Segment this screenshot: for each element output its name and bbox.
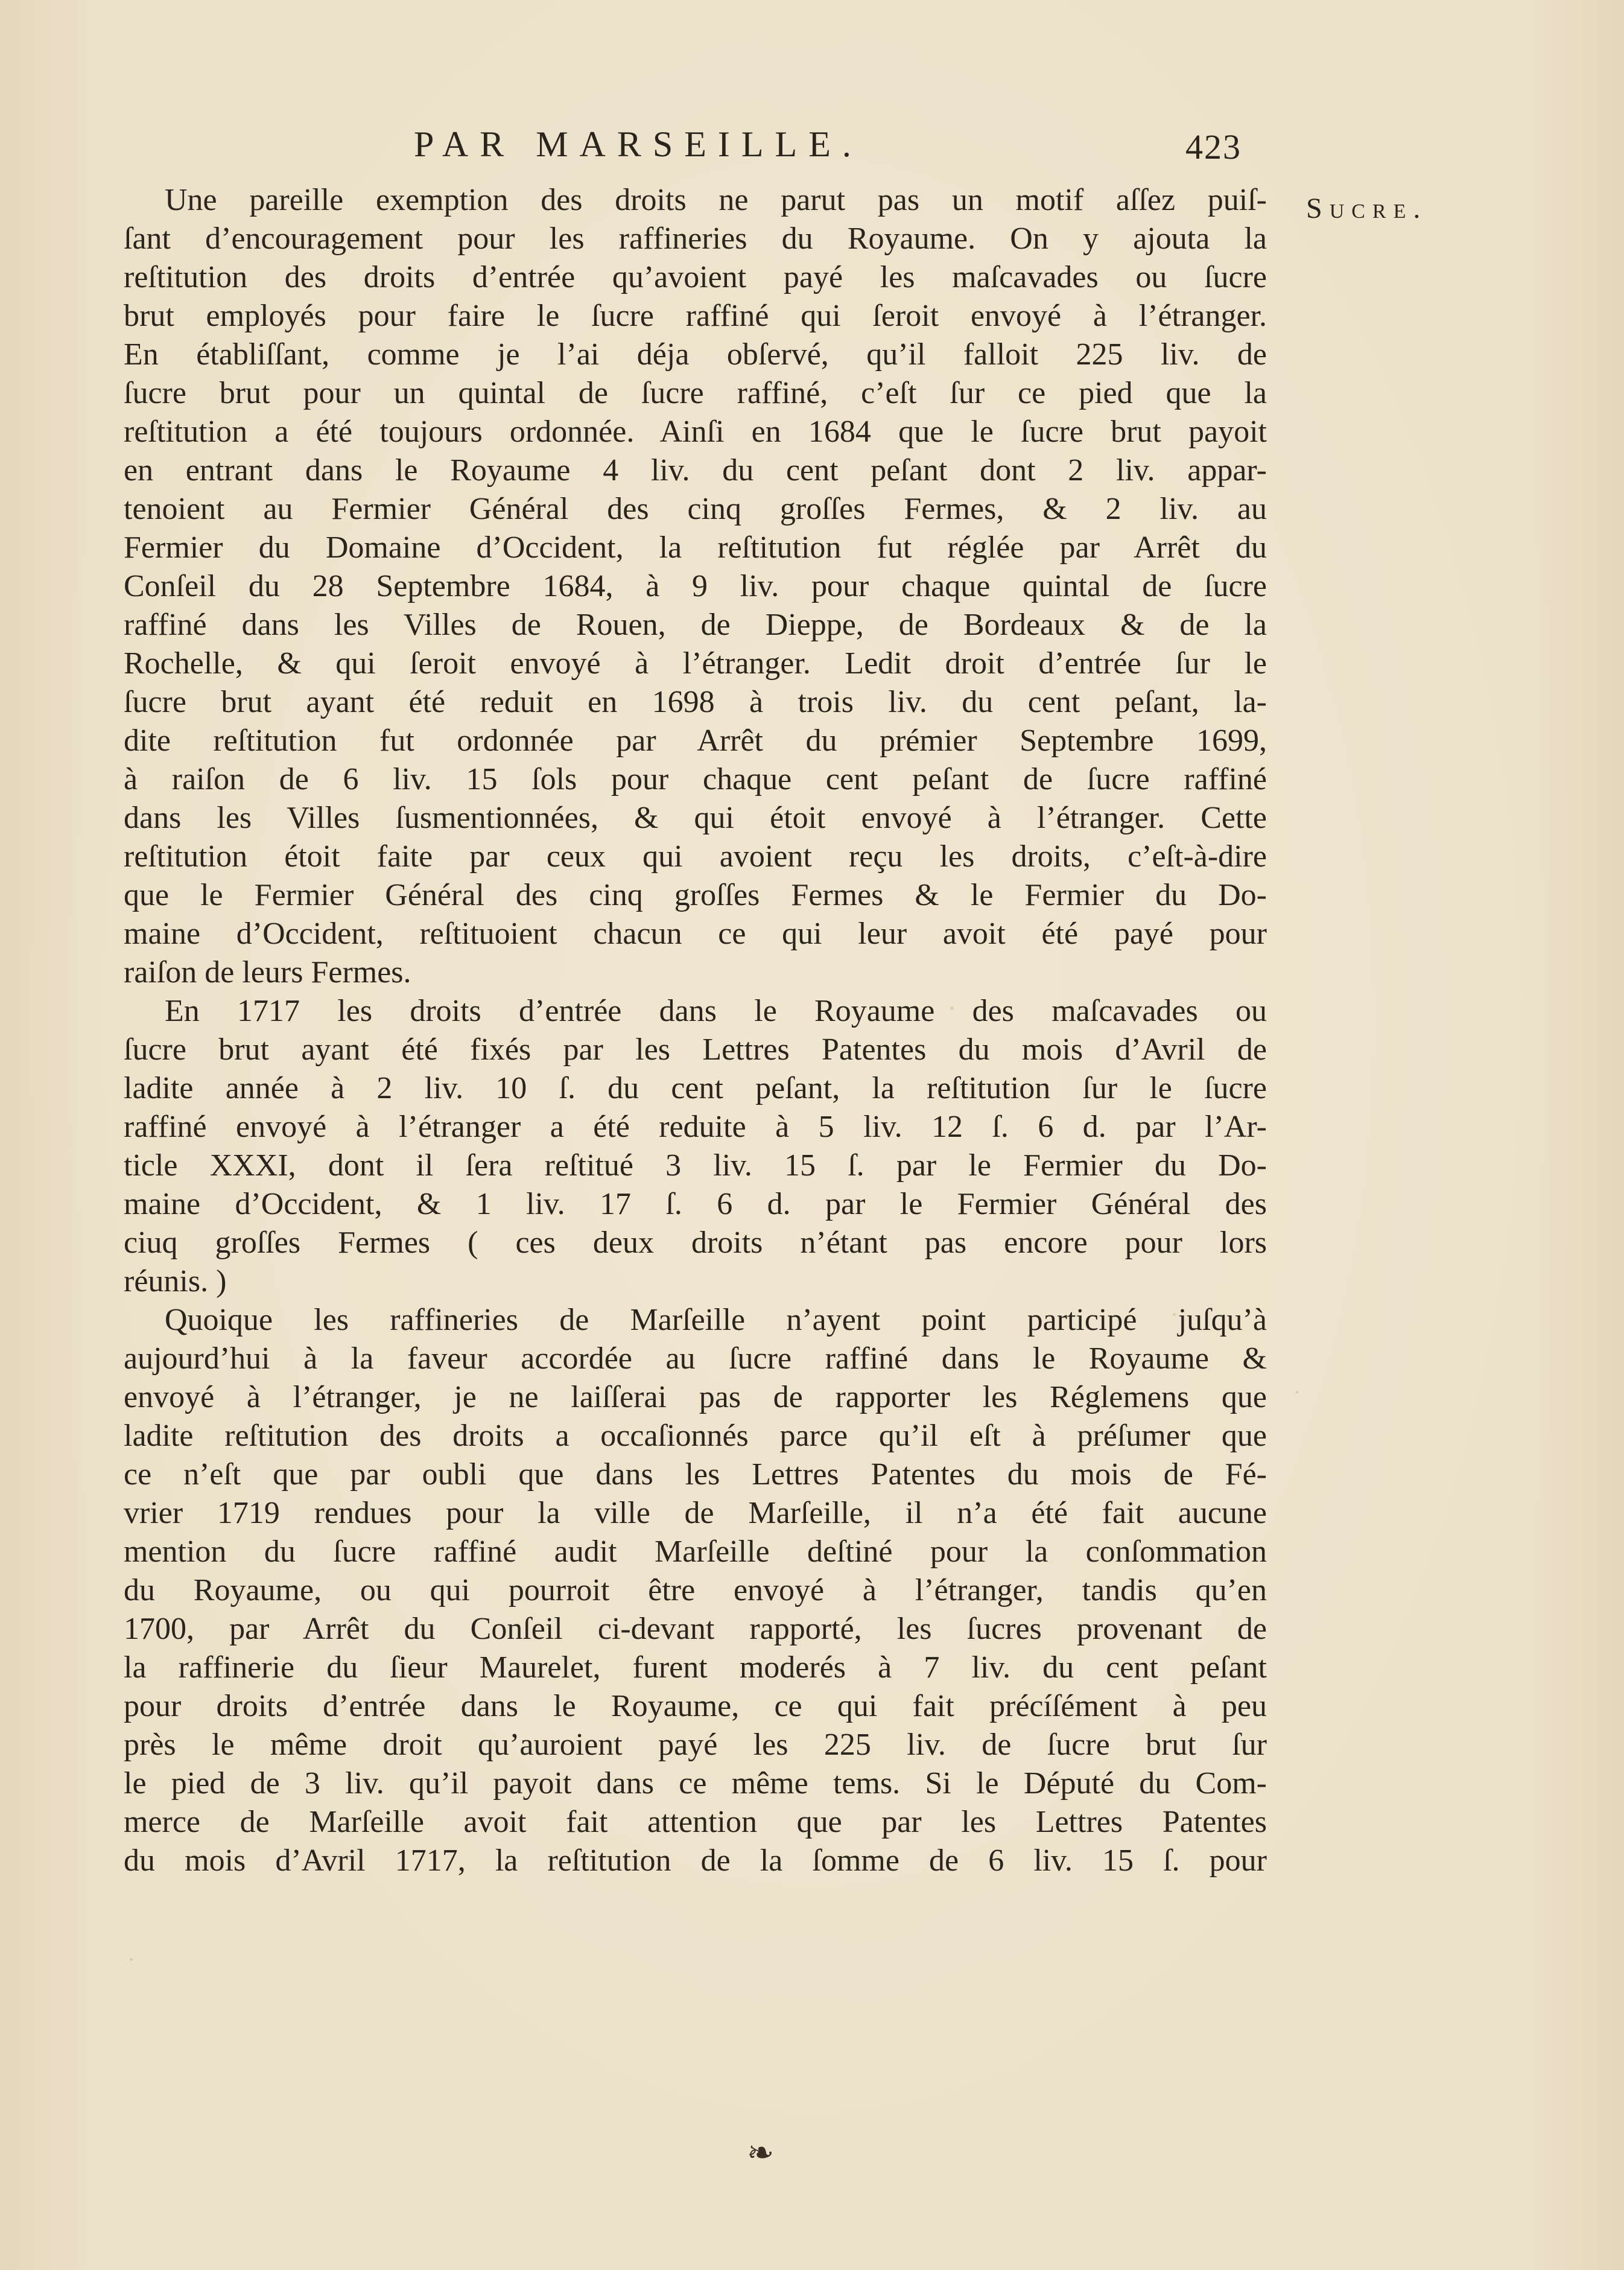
text-line: en entrant dans le Royaume 4 liv. du cent peſant dont 2 liv. appar-	[124, 453, 1267, 488]
text-line: du mois d’Avril 1717, la reſtitution de la ſomme de 6 liv. 15 ſ. pour	[124, 1843, 1267, 1878]
text-line: raffiné dans les Villes de Rouen, de Dieppe, de Bordeaux & de la	[124, 608, 1267, 642]
text-line: maine d’Occident, reſtituoient chacun ce qui leur avoit été payé pour	[124, 917, 1267, 951]
text-line: dans les Villes ſusmentionnées, & qui étoit envoyé à l’étranger. Cette	[124, 801, 1267, 835]
paper-spot	[1296, 1391, 1298, 1393]
text-line: En établiſſant, comme je l’ai déja obſervé, qu’il falloit 225 liv. de	[124, 337, 1267, 372]
text-line: raiſon de leurs Fermes.	[124, 955, 411, 990]
text-line: du Royaume, ou qui pourroit être envoyé à l’étranger, tandis qu’en	[124, 1573, 1267, 1607]
text-line: ſucre brut ayant été reduit en 1698 à trois liv. du cent peſant, la-	[124, 685, 1267, 719]
paper-spot	[1173, 1313, 1176, 1316]
text-line: Quoique les raffineries de Marſeille n’ayent point participé juſqu’à	[165, 1303, 1267, 1337]
text-line: dite reſtitution fut ordonnée par Arrêt du prémier Septembre 1699,	[124, 723, 1267, 758]
running-head: PAR MARSEILLE.	[414, 124, 863, 164]
text-line: Conſeil du 28 Septembre 1684, à 9 liv. pour chaque quintal de ſucre	[124, 569, 1267, 603]
text-line: ladite reſtitution des droits a occaſionnés parce qu’il eſt à préſumer que	[124, 1419, 1267, 1453]
text-line: brut employés pour faire le ſucre raffiné qui ſeroit envoyé à l’étranger.	[124, 299, 1267, 333]
text-line: reſtitution des droits d’entrée qu’avoient payé les maſcavades ou ſucre	[124, 260, 1267, 294]
text-line: vrier 1719 rendues pour la ville de Marſeille, il n’a été fait aucune	[124, 1496, 1267, 1530]
text-line: le pied de 3 liv. qu’il payoit dans ce même tems. Si le Député du Com-	[124, 1766, 1267, 1801]
text-line: envoyé à l’étranger, je ne laiſſerai pas de rapporter les Réglemens que	[124, 1380, 1267, 1414]
text-line: tenoient au Fermier Général des cinq groſſes Fermes, & 2 liv. au	[124, 492, 1267, 526]
signature-mark: ❧	[747, 2135, 775, 2171]
margin-note: Sucre.	[1306, 192, 1428, 224]
paper-spot	[130, 1958, 133, 1961]
text-line: reſtitution a été toujours ordonnée. Ainſi en 1684 que le ſucre brut payoit	[124, 415, 1267, 449]
text-line: près le même droit qu’auroient payé les 225 liv. de ſucre brut ſur	[124, 1728, 1267, 1762]
text-line: Une pareille exemption des droits ne parut pas un motif aſſez puiſ-	[165, 183, 1267, 217]
text-line: ticle XXXI, dont il ſera reſtitué 3 liv. 15 ſ. par le Fermier du Do-	[124, 1148, 1267, 1183]
text-line: ſucre brut ayant été fixés par les Lettres Patentes du mois d’Avril de	[124, 1032, 1267, 1067]
text-line: réunis. )	[124, 1264, 227, 1299]
text-line: ce n’eſt que par oubli que dans les Lettres Patentes du mois de Fé-	[124, 1457, 1267, 1492]
text-line: reſtitution étoit faite par ceux qui avoient reçu les droits, c’eſt-à-dire	[124, 839, 1267, 874]
text-line: 1700, par Arrêt du Conſeil ci-devant rapporté, les ſucres provenant de	[124, 1612, 1267, 1646]
text-line: Fermier du Domaine d’Occident, la reſtitution fut réglée par Arrêt du	[124, 530, 1267, 565]
text-line: la raffinerie du ſieur Maurelet, furent moderés à 7 liv. du cent peſant	[124, 1650, 1267, 1685]
text-line: pour droits d’entrée dans le Royaume, ce qui fait précíſément à peu	[124, 1689, 1267, 1723]
text-line: ſucre brut pour un quintal de ſucre raffiné, c’eſt ſur ce pied que la	[124, 376, 1267, 410]
text-line: à raiſon de 6 liv. 15 ſols pour chaque cent peſant de ſucre raffiné	[124, 762, 1267, 796]
text-line: raffiné envoyé à l’étranger a été reduite à 5 liv. 12 ſ. 6 d. par l’Ar-	[124, 1110, 1267, 1144]
body-text	[124, 181, 1267, 1880]
page-number: 423	[1185, 127, 1242, 167]
text-line: ſant d’encouragement pour les raffineries du Royaume. On y ajouta la	[124, 221, 1267, 256]
text-line: mention du ſucre raffiné audit Marſeille deſtiné pour la conſommation	[124, 1534, 1267, 1569]
text-line: merce de Marſeille avoit fait attention que par les Lettres Patentes	[124, 1805, 1267, 1839]
text-line: Rochelle, & qui ſeroit envoyé à l’étranger. Ledit droit d’entrée ſur le	[124, 646, 1267, 681]
text-line: ladite année à 2 liv. 10 ſ. du cent peſant, la reſtitution ſur le ſucre	[124, 1071, 1267, 1105]
paper-spot	[950, 1006, 954, 1010]
text-line: aujourd’hui à la faveur accordée au ſucre raffiné dans le Royaume &	[124, 1341, 1267, 1376]
text-line: En 1717 les droits d’entrée dans le Royaume des maſcavades ou	[165, 994, 1267, 1028]
text-line: ciuq groſſes Fermes ( ces deux droits n’étant pas encore pour lors	[124, 1226, 1267, 1260]
text-line: maine d’Occident, & 1 liv. 17 ſ. 6 d. par le Fermier Général des	[124, 1187, 1267, 1221]
text-line: que le Fermier Général des cinq groſſes Fermes & le Fermier du Do-	[124, 878, 1267, 912]
